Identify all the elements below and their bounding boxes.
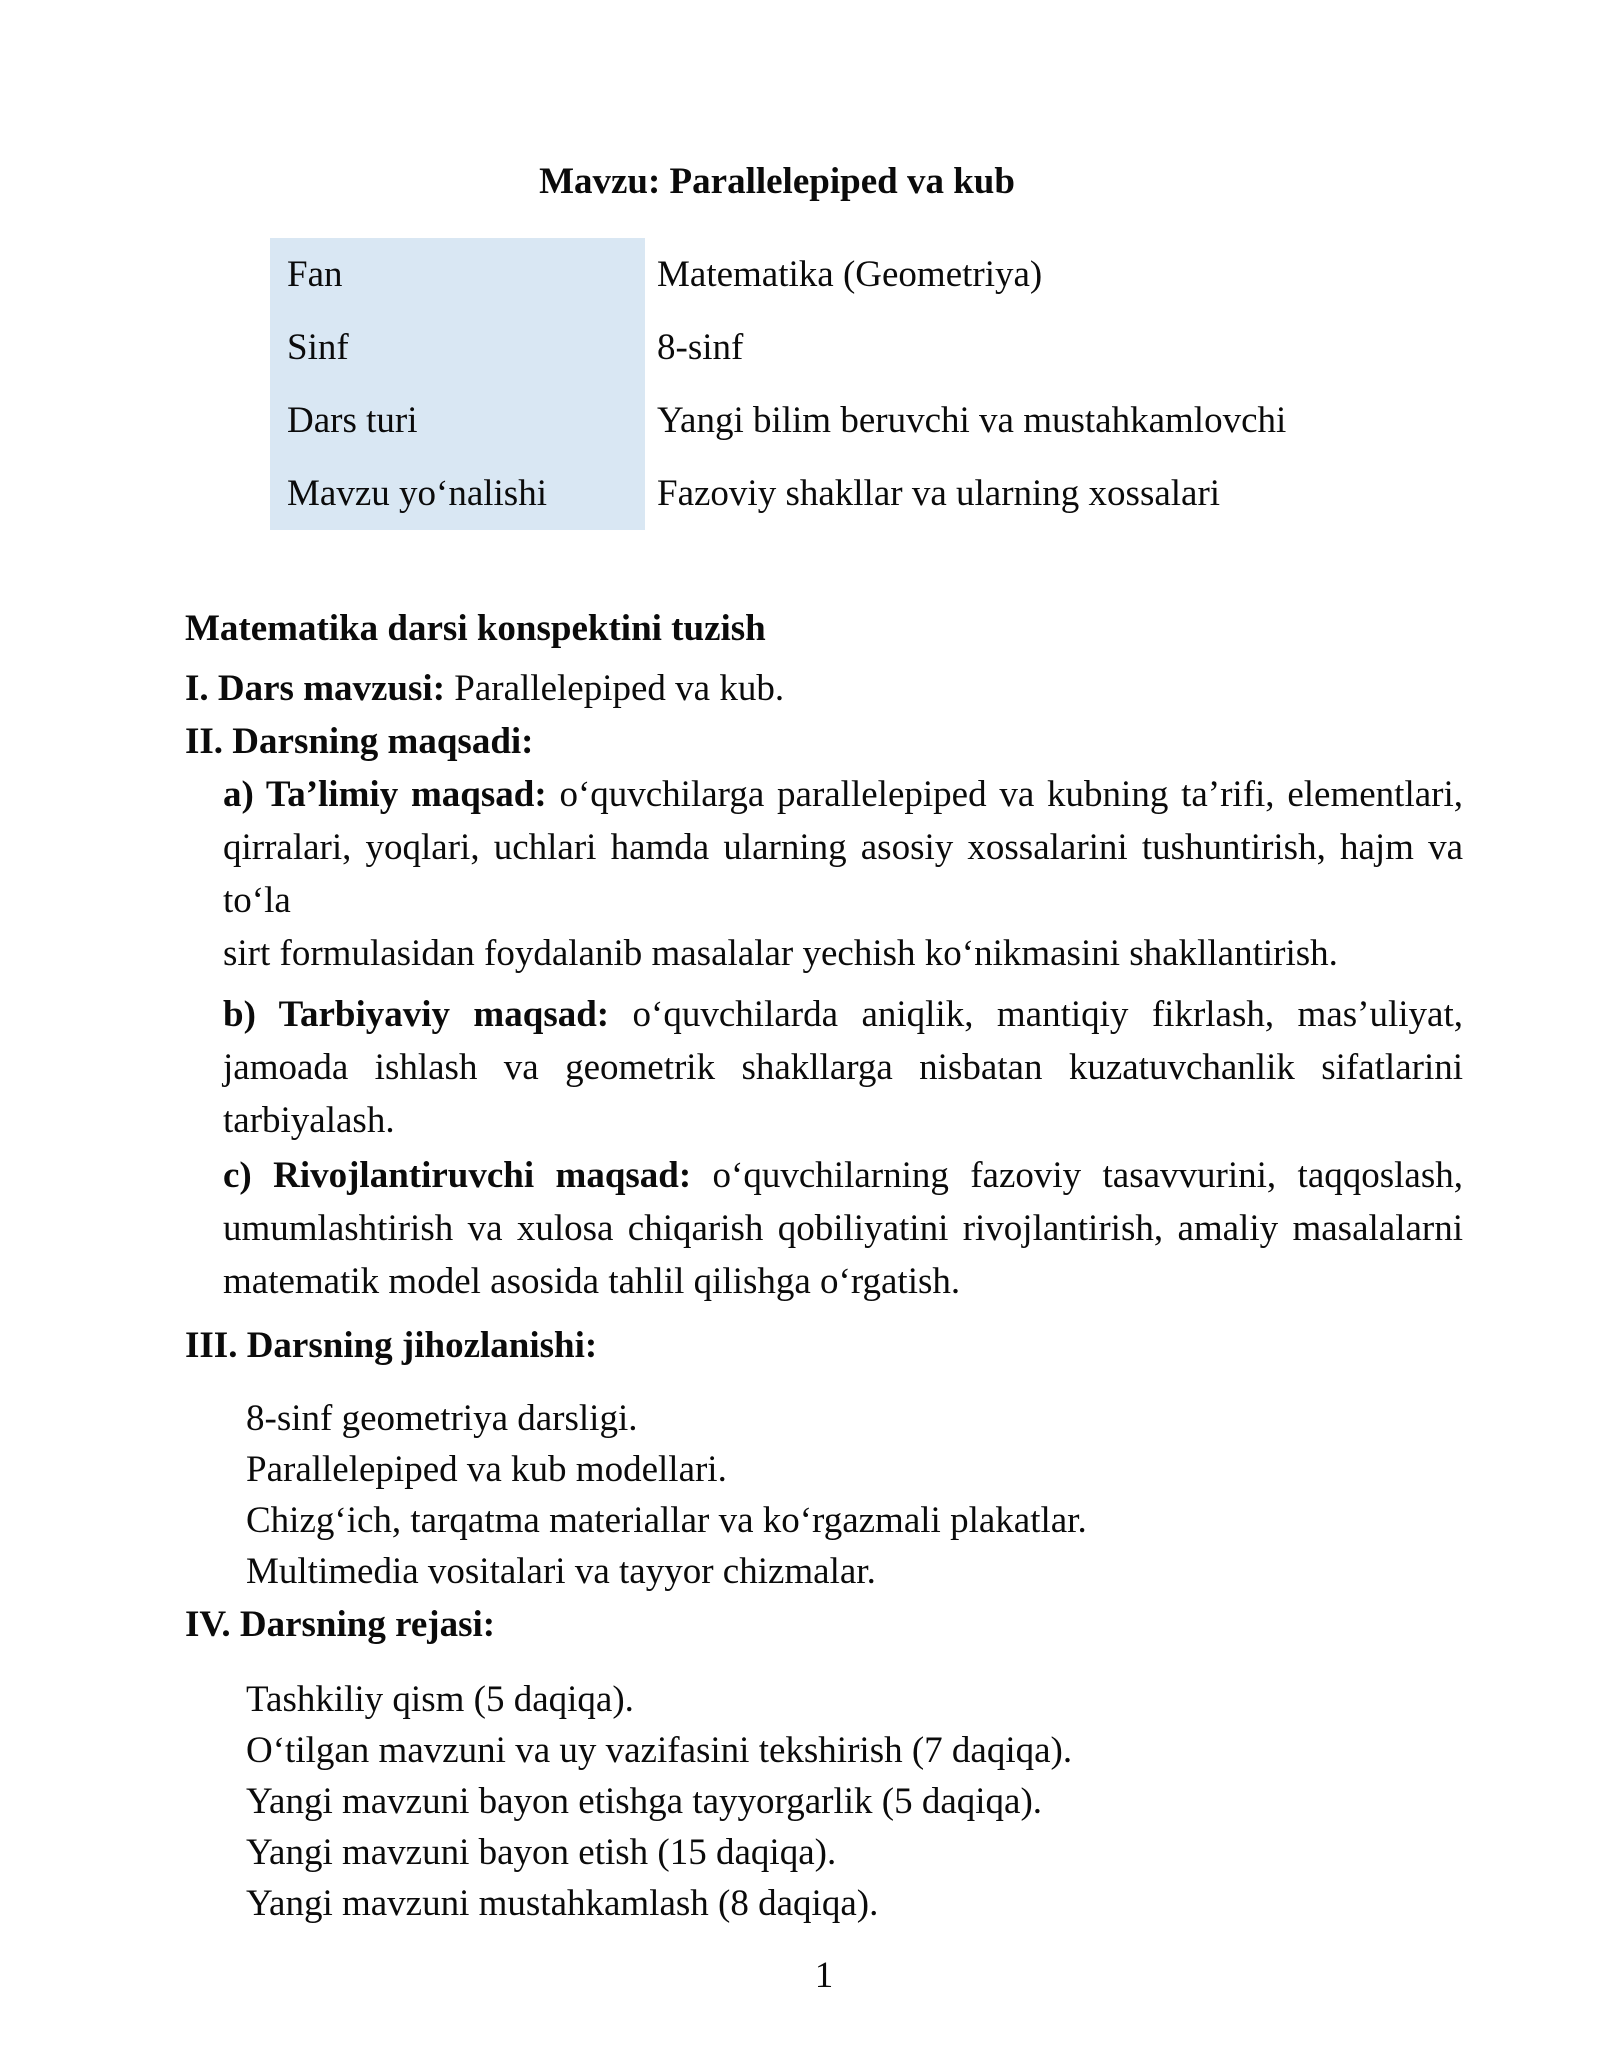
table-value-cell: 8-sinf: [657, 327, 744, 368]
list-item: Chizg‘ich, tarqatma materiallar va ko‘rgazmali plakatlar.: [246, 1500, 1087, 1541]
goal-b-paragraph: [185, 988, 1463, 1147]
paragraph-line: qirralari, yoqlari, uchlari hamda ularning asosiy xossalarini tushuntirish, hajm va to‘la: [223, 827, 1463, 921]
paragraph-line: umumlashtirish va xulosa chiqarish qobiliyatini rivojlantirish, amaliy masalalarni: [223, 1208, 1463, 1249]
paragraph-line: [223, 1149, 1463, 1202]
paragraph-line: sirt formulasidan foydalanib masalalar yechish ko‘nikmasini shakllantirish.: [223, 933, 1338, 974]
table-value-cell: Yangi bilim beruvchi va mustahkamlovchi: [657, 400, 1287, 441]
goal-c-text: o‘quvchilarning fazoviy tasavvurini, taqqoslash,: [691, 1155, 1463, 1196]
goal-c-paragraph: [185, 1149, 1463, 1308]
paragraph-line: jamoada ishlash va geometrik shakllarga nisbatan kuzatuvchanlik sifatlarini: [223, 1047, 1463, 1088]
table-row: [270, 311, 1463, 384]
lesson-info-table: [270, 238, 1463, 530]
list-item: 8-sinf geometriya darsligi.: [246, 1398, 638, 1439]
topic-line-lead: I. Dars mavzusi:: [185, 668, 446, 709]
table-row: [270, 238, 1463, 311]
goal-b-lead: b) Tarbiyaviy maqsad:: [223, 994, 610, 1035]
goal-b-text: o‘quvchilarda aniqlik, mantiqiy fikrlash, mas’uliyat,: [609, 994, 1463, 1035]
topic-line-rest: Parallelepiped va kub.: [445, 668, 785, 709]
table-label-cell: Fan: [270, 238, 645, 311]
plan-list: [185, 1674, 1463, 1929]
equipment-list: [185, 1393, 1463, 1597]
list-item: Yangi mavzuni bayon etish (15 daqiqa).: [246, 1832, 837, 1873]
paragraph-line: [223, 988, 1463, 1041]
goal-a-lead: a) Ta’limiy maqsad:: [223, 774, 547, 815]
intro-heading: Matematika darsi konspektini tuzish: [185, 608, 766, 649]
plan-heading: IV. Darsning rejasi:: [185, 1604, 496, 1645]
paragraph-line: tarbiyalash.: [223, 1100, 395, 1141]
paragraph-line: matematik model asosida tahlil qilishga o‘rgatish.: [223, 1261, 961, 1302]
goal-a-paragraph: [185, 768, 1463, 980]
goals-heading: II. Darsning maqsadi:: [185, 721, 534, 762]
paragraph-line: [223, 768, 1463, 821]
topic-line: [185, 662, 1463, 715]
goal-c-lead: c) Rivojlantiruvchi maqsad:: [223, 1155, 692, 1196]
page-number: 1: [814, 1955, 834, 1996]
list-item: Multimedia vositalari va tayyor chizmalar.: [246, 1551, 876, 1592]
list-item: Tashkiliy qism (5 daqiqa).: [246, 1679, 634, 1720]
table-value-cell: Fazoviy shakllar va ularning xossalari: [657, 473, 1221, 514]
table-value-cell: Matematika (Geometriya): [657, 254, 1043, 295]
table-row: [270, 457, 1463, 530]
equipment-heading: III. Darsning jihozlanishi:: [185, 1325, 598, 1366]
list-item: Yangi mavzuni bayon etishga tayyorgarlik (5 daqiqa).: [246, 1781, 1043, 1822]
list-item: Parallelepiped va kub modellari.: [246, 1449, 727, 1490]
table-label-cell: Dars turi: [270, 384, 645, 457]
table-label-cell: Sinf: [270, 311, 645, 384]
table-row: [270, 384, 1463, 457]
goal-a-text: o‘quvchilarga parallelepiped va kubning ta’rifi, elementlari,: [546, 774, 1463, 815]
list-item: O‘tilgan mavzuni va uy vazifasini tekshirish (7 daqiqa).: [246, 1730, 1073, 1771]
page-title: Mavzu: Parallelepiped va kub: [539, 161, 1015, 202]
table-label-cell: Mavzu yo‘nalishi: [270, 457, 645, 530]
list-item: Yangi mavzuni mustahkamlash (8 daqiqa).: [246, 1883, 879, 1924]
